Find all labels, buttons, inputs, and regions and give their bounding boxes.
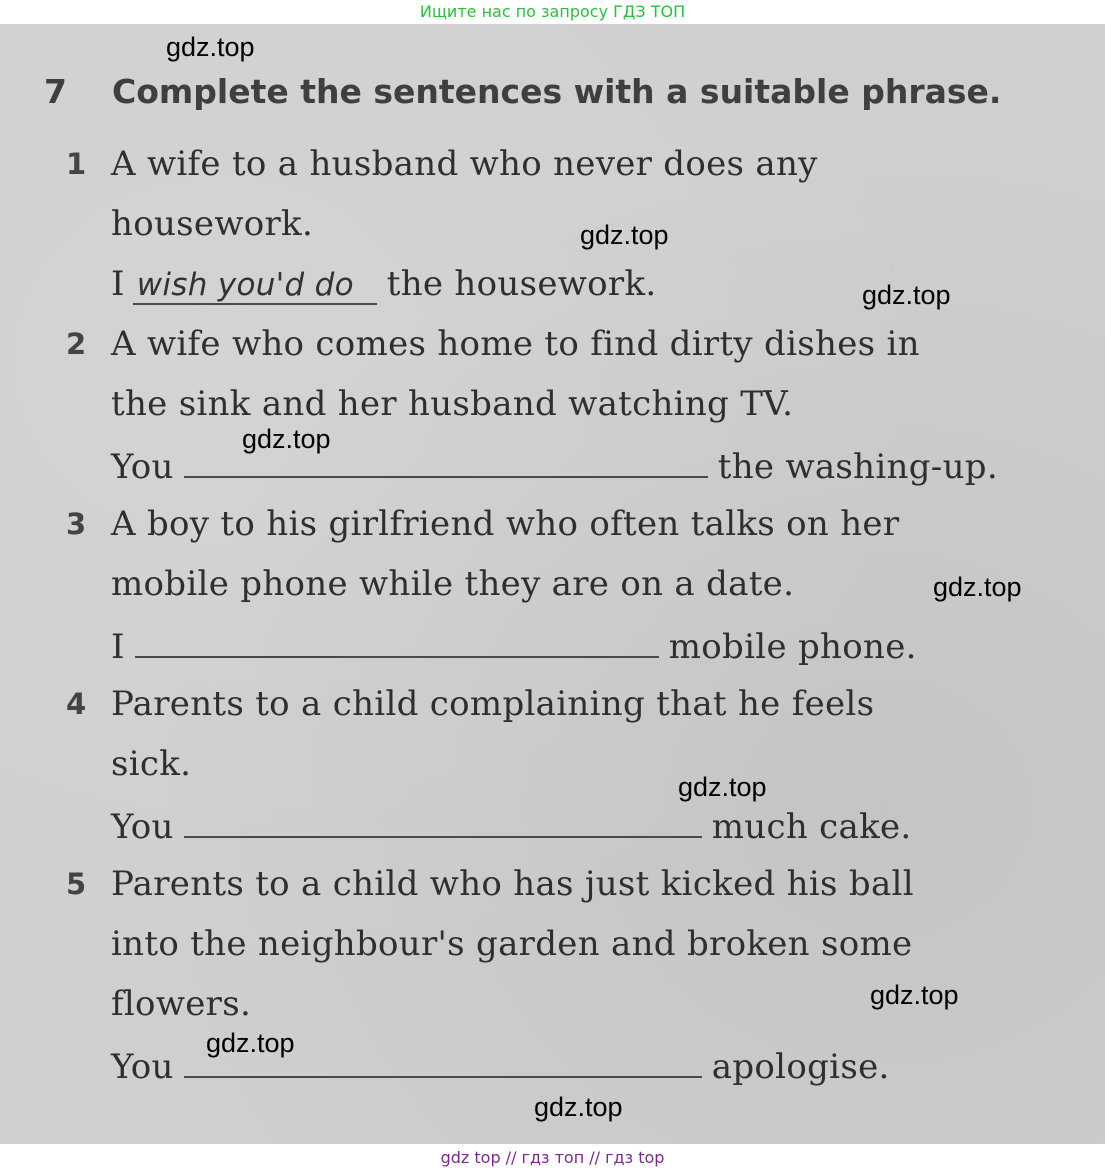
item-4-line-2: sick. — [111, 744, 192, 784]
answer-prefix: I — [111, 264, 125, 304]
item-1-line-1: A wife to a husband who never does any — [111, 144, 818, 184]
item-5-line-3: flowers. — [111, 984, 252, 1024]
item-5-line-1: Parents to a child who has just kicked his ball — [111, 864, 914, 904]
filled-answer: wish you'd do — [133, 267, 377, 305]
answer-suffix: mobile phone. — [668, 627, 917, 667]
item-3-answer-line — [111, 622, 917, 669]
watermark-text: gdz.top — [870, 980, 959, 1010]
watermark-text: gdz.top — [166, 32, 255, 62]
watermark-text: gdz.top — [206, 1028, 295, 1058]
item-number: 1 — [66, 147, 87, 181]
answer-suffix: much cake. — [711, 807, 912, 847]
answer-blank[interactable] — [184, 802, 702, 838]
watermark-text: gdz.top — [580, 220, 669, 250]
item-number: 2 — [66, 327, 87, 361]
answer-prefix: I — [111, 627, 125, 667]
exercise-number: 7 — [44, 72, 67, 111]
item-number: 5 — [66, 867, 87, 901]
exercise-title: Complete the sentences with a suitable phrase. — [112, 72, 1002, 111]
item-3-line-2: mobile phone while they are on a date. — [111, 564, 795, 604]
item-2-line-2: the sink and her husband watching TV. — [111, 384, 794, 424]
answer-suffix: the housework. — [386, 264, 657, 304]
answer-prefix: You — [111, 447, 174, 487]
exercise-heading — [44, 68, 1001, 116]
answer-prefix: You — [111, 807, 174, 847]
item-1-answer-line — [111, 262, 657, 306]
watermark-text: gdz.top — [862, 280, 951, 310]
item-3-line-1: A boy to his girlfriend who often talks on her — [111, 504, 900, 544]
watermark-text: gdz.top — [534, 1092, 623, 1122]
footer-banner[interactable]: gdz top // гдз топ // гдз top — [0, 1144, 1105, 1172]
top-banner[interactable]: Ищите нас по запросу ГДЗ ТОП — [0, 0, 1105, 24]
item-5-line-2: into the neighbour's garden and broken some — [111, 924, 913, 964]
answer-prefix: You — [111, 1047, 174, 1087]
item-4-line-1: Parents to a child complaining that he feels — [111, 684, 875, 724]
item-4-answer-line — [111, 802, 912, 849]
item-number: 3 — [66, 507, 87, 541]
watermark-text: gdz.top — [678, 772, 767, 802]
item-1-line-2: housework. — [111, 204, 314, 244]
answer-blank[interactable] — [135, 622, 659, 658]
item-number: 4 — [66, 687, 87, 721]
watermark-text: gdz.top — [242, 424, 331, 454]
watermark-text: gdz.top — [933, 572, 1022, 602]
item-2-line-1: A wife who comes home to find dirty dishes in — [111, 324, 920, 364]
answer-suffix: apologise. — [711, 1047, 890, 1087]
answer-suffix: the washing-up. — [717, 447, 998, 487]
